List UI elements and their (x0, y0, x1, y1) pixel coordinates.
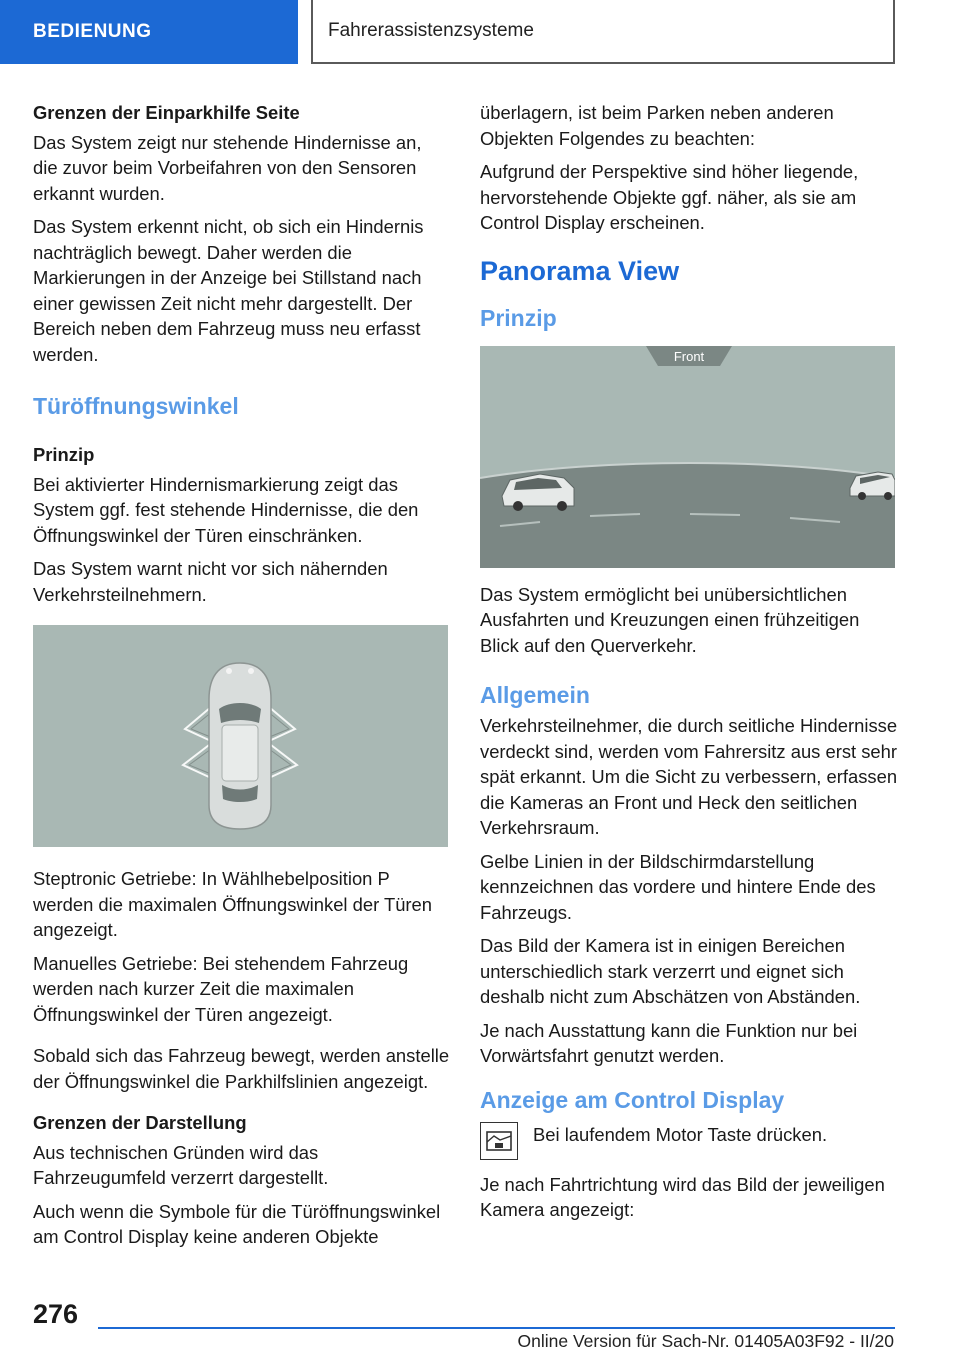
paragraph: Je nach Fahrtrichtung wird das Bild der jeweiligen Kamera angezeigt: (480, 1173, 885, 1220)
paragraph: Das System warnt nicht vor sich nähernden Verkehrsteilnehmern. (33, 558, 388, 605)
paragraph: Das System erkennt nicht, ob sich ein Hindernis nachträglich bewegt. Daher werden die Markierungen in der Anzeige bei Stillstand nach einer gewissen Zeit nicht mehr dargestellt. Der Bereich neben dem Fahrzeug muss neu erfasst werden. (33, 216, 424, 365)
heading-allgemein: Allgemein (480, 682, 590, 708)
paragraph: Verkehrsteilnehmer, die durch seitliche Hindernisse verdeckt sind, werden vom Fahrersitz aus erst sehr spät erkannt. Um die Sicht zu verbessern, erfassen die Kameras an Front und Heck den seitlichen Verkehrsraum. (480, 715, 898, 838)
paragraph: Aus technischen Gründen wird das Fahrzeugumfeld verzerrt dargestellt. (33, 1141, 329, 1188)
instruction-text: Bei laufendem Motor Taste drücken. (533, 1123, 828, 1145)
left-column (33, 100, 451, 1258)
heading-panorama-view: Panorama View (480, 255, 680, 286)
online-version-text: Online Version für Sach-Nr. 01405A03F92 - II/20 (517, 1331, 894, 1351)
front-label: Front (673, 348, 705, 364)
paragraph: Aufgrund der Perspektive sind höher liegende, hervorstehende Objekte ggf. näher, als sie am Control Display erscheinen. (480, 161, 859, 233)
paragraph: Steptronic Getriebe: In Wählhebelposition P werden die maximalen Öffnungswinkel der Türen angezeigt. (33, 868, 433, 940)
paragraph: Auch wenn die Symbole für die Türöffnungswinkel am Control Display keine anderen Objekte (33, 1200, 441, 1247)
paragraph: Je nach Ausstattung kann die Funktion nur bei Vorwärtsfahrt genutzt werden. (480, 1019, 858, 1066)
paragraph: Manuelles Getriebe: Bei stehendem Fahrzeug werden nach kurzer Zeit die maximalen Öffnungswinkel der Türen angezeigt. (33, 952, 409, 1025)
heading-grenzen-darstellung: Grenzen der Darstellung (33, 1112, 247, 1133)
paragraph: Das System ermöglicht bei unübersichtlichen Ausfahrten und Kreuzungen einen frühzeitigen Blick auf den Querverkehr. (480, 583, 860, 656)
chapter-title: Fahrerassistenzsysteme (311, 0, 895, 64)
footer-divider (98, 1327, 895, 1329)
panorama-camera-view (480, 346, 895, 568)
paragraph: Das System zeigt nur stehende Hindernisse an, die zuvor beim Vorbeifahren von den Sensoren erkannt wurden. (33, 131, 422, 204)
paragraph: überlagern, ist beim Parken neben anderen Objekten Folgendes zu beachten: (480, 102, 834, 149)
camera-view-button-icon (480, 1122, 518, 1160)
car-left-icon (502, 474, 574, 511)
page-number: 276 (33, 1299, 79, 1329)
panorama-view-illustration (480, 346, 895, 568)
heading-anzeige-control-display: Anzeige am Control Display (480, 1086, 785, 1113)
section-tab: BEDIENUNG (0, 0, 298, 64)
heading-prinzip: Prinzip (480, 304, 557, 331)
instruction-row (480, 1122, 898, 1160)
car-top-view-icon (33, 625, 448, 847)
paragraph: Bei aktivierter Hindernismarkierung zeigt das System ggf. fest stehende Hindernisse, die den Öffnungswinkel der Türen einschränken. (33, 473, 419, 546)
heading-grenzen-einparkhilfe: Grenzen der Einparkhilfe Seite (33, 102, 300, 123)
door-opening-angle-illustration (33, 625, 448, 847)
car-right-icon (850, 472, 895, 500)
heading-tueroeffnungswinkel: Türöffnungswinkel (33, 393, 239, 419)
right-column (480, 100, 898, 1231)
paragraph: Gelbe Linien in der Bildschirmdarstellung kennzeichnen das vordere und hintere Ende des Fahrzeugs. (480, 850, 876, 923)
paragraph: Sobald sich das Fahrzeug bewegt, werden anstelle der Öffnungswinkel die Parkhilfslinien angezeigt. (33, 1045, 450, 1092)
paragraph: Das Bild der Kamera ist in einigen Bereichen unterschiedlich stark verzerrt und eignet sich deshalb nicht zum Abschätzen von Abständen. (480, 935, 861, 1007)
heading-prinzip: Prinzip (33, 444, 95, 465)
